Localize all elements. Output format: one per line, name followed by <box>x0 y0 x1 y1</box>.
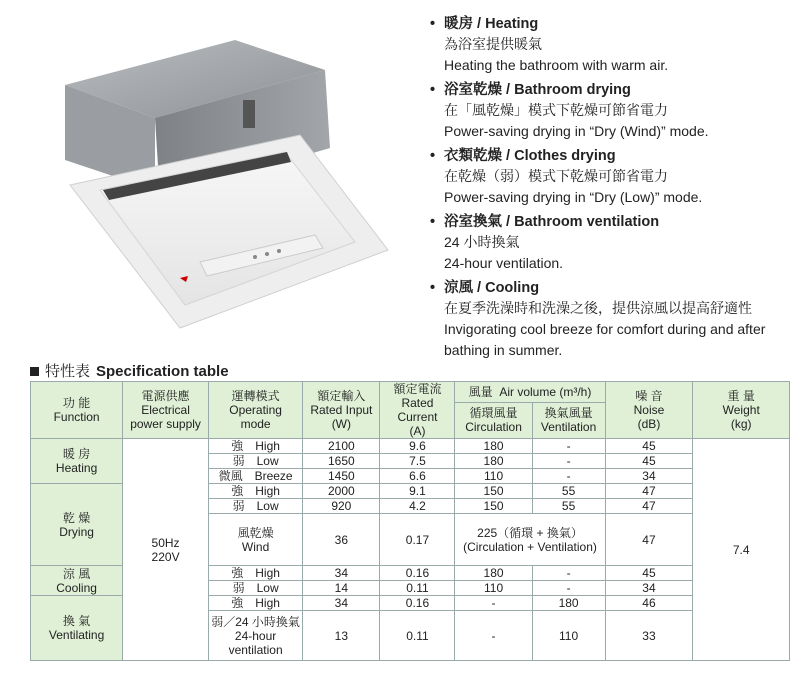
mode-cell: 弱 Low <box>208 454 302 469</box>
mode-cell: 弱／24 小時換氣 24-hour ventilation <box>208 611 302 661</box>
noise-cell: 34 <box>605 581 693 596</box>
circulation-cell: 180 <box>455 454 532 469</box>
circulation-cell: 180 <box>455 566 532 581</box>
header-ventilation: 換氣風量 Ventilation <box>532 402 605 438</box>
feature-title-zh: 浴室換氣 <box>444 214 502 230</box>
input-cell: 34 <box>303 596 380 611</box>
ventilation-cell: - <box>532 469 605 484</box>
spec-heading-zh: 特性表 <box>45 363 91 380</box>
noise-cell: 47 <box>605 484 693 499</box>
mode-cell: 風乾燥 Wind <box>208 514 302 566</box>
ventilation-cell: 180 <box>532 596 605 611</box>
function-cooling: 涼 風 Cooling <box>31 566 123 596</box>
header-air-volume: 風量 Air volume (m³/h) <box>455 382 605 403</box>
input-cell: 1650 <box>303 454 380 469</box>
weight-cell: 7.4 <box>693 439 790 661</box>
feature-title-en: Heating <box>485 16 539 32</box>
function-ventilating: 換 氣 Ventilating <box>31 596 123 661</box>
function-drying: 乾 燥 Drying <box>31 484 123 566</box>
current-cell: 6.6 <box>380 469 455 484</box>
input-cell: 13 <box>303 611 380 661</box>
feature-item: • 衣類乾燥 / Clothes drying 在乾燥（弱）模式下乾燥可節省電力 Power-saving drying in “Dry (Low)” mode. <box>430 146 790 208</box>
circulation-cell: 180 <box>455 439 532 454</box>
feature-desc-zh: 在乾燥（弱）模式下乾燥可節省電力 <box>444 168 668 184</box>
ventilation-cell: 110 <box>532 611 605 661</box>
ventilation-cell: - <box>532 581 605 596</box>
circulation-cell: - <box>455 611 532 661</box>
feature-desc-en: Power-saving drying in “Dry (Low)” mode. <box>444 189 703 205</box>
product-image <box>55 30 390 330</box>
mode-cell: 強 High <box>208 484 302 499</box>
feature-title-zh: 衣類乾燥 <box>444 148 502 164</box>
header-mode: 運轉模式 Operating mode <box>208 382 302 439</box>
feature-item: • 涼風 / Cooling 在夏季洗澡時和洗澡之後，提供涼風以提高舒適性 Invigorating cool breeze for comfort during and after bathing in summer. <box>430 278 790 361</box>
feature-desc-en: 24-hour ventilation. <box>444 255 564 271</box>
feature-item: • 浴室換氣 / Bathroom ventilation 24 小時換氣 24-hour ventilation. <box>430 212 790 274</box>
circulation-cell: - <box>455 596 532 611</box>
ventilation-cell: - <box>532 566 605 581</box>
feature-item: • 暖房 / Heating 為浴室提供暖氣 Heating the bathroom with warm air. <box>430 14 790 76</box>
feature-title-zh: 涼風 <box>444 280 473 296</box>
noise-cell: 47 <box>605 499 693 514</box>
current-cell: 0.17 <box>380 514 455 566</box>
current-cell: 9.1 <box>380 484 455 499</box>
feature-desc-zh: 24 小時換氣 <box>444 234 520 250</box>
feature-title-zh: 浴室乾燥 <box>444 82 502 98</box>
current-cell: 9.6 <box>380 439 455 454</box>
current-cell: 0.11 <box>380 611 455 661</box>
noise-cell: 46 <box>605 596 693 611</box>
function-heating: 暖 房 Heating <box>31 439 123 484</box>
mode-cell: 弱 Low <box>208 581 302 596</box>
current-cell: 0.16 <box>380 566 455 581</box>
circulation-cell: 150 <box>455 484 532 499</box>
mode-cell: 強 High <box>208 596 302 611</box>
noise-cell: 45 <box>605 439 693 454</box>
ventilation-cell: 55 <box>532 484 605 499</box>
current-cell: 0.11 <box>380 581 455 596</box>
feature-desc-zh: 為浴室提供暖氣 <box>444 36 542 52</box>
noise-cell: 34 <box>605 469 693 484</box>
feature-title-en: Bathroom drying <box>514 82 631 98</box>
input-cell: 34 <box>303 566 380 581</box>
table-row <box>31 439 790 454</box>
header-power: 電源供應 Electrical power supply <box>123 382 209 439</box>
feature-desc-en: Invigorating cool breeze for comfort during and after bathing in summer. <box>444 321 766 358</box>
header-weight: 重 量 Weight (kg) <box>693 382 790 439</box>
feature-desc-zh: 在「風乾燥」模式下乾燥可節省電力 <box>444 102 668 118</box>
input-cell: 920 <box>303 499 380 514</box>
noise-cell: 45 <box>605 566 693 581</box>
header-input: 額定輸入 Rated Input (W) <box>303 382 380 439</box>
noise-cell: 33 <box>605 611 693 661</box>
air-volume-merged-cell: 225（循環 + 換氣） (Circulation + Ventilation) <box>455 514 605 566</box>
feature-desc-zh: 在夏季洗澡時和洗澡之後，提供涼風以提高舒適性 <box>444 300 752 316</box>
input-cell: 36 <box>303 514 380 566</box>
header-noise: 噪 音 Noise (dB) <box>605 382 693 439</box>
ventilation-cell: 55 <box>532 499 605 514</box>
feature-desc-en: Power-saving drying in “Dry (Wind)” mode. <box>444 123 709 139</box>
spec-heading-en: Specification table <box>96 363 229 380</box>
circulation-cell: 110 <box>455 581 532 596</box>
header-circulation: 循環風量 Circulation <box>455 402 532 438</box>
feature-item: • 浴室乾燥 / Bathroom drying 在「風乾燥」模式下乾燥可節省電力 Power-saving drying in “Dry (Wind)” mode. <box>430 80 790 142</box>
noise-cell: 45 <box>605 454 693 469</box>
feature-desc-en: Heating the bathroom with warm air. <box>444 57 669 73</box>
input-cell: 2000 <box>303 484 380 499</box>
power-supply: 50Hz 220V <box>123 439 209 661</box>
mode-cell: 強 High <box>208 566 302 581</box>
current-cell: 0.16 <box>380 596 455 611</box>
ventilation-cell: - <box>532 439 605 454</box>
noise-cell: 47 <box>605 514 693 566</box>
mode-cell: 弱 Low <box>208 499 302 514</box>
current-cell: 4.2 <box>380 499 455 514</box>
input-cell: 1450 <box>303 469 380 484</box>
header-function: 功 能 Function <box>31 382 123 439</box>
feature-title-en: Clothes drying <box>514 148 616 164</box>
table-header-row <box>31 382 790 403</box>
input-cell: 14 <box>303 581 380 596</box>
feature-title-en: Cooling <box>485 280 540 296</box>
mode-cell: 強 High <box>208 439 302 454</box>
input-cell: 2100 <box>303 439 380 454</box>
feature-title-zh: 暖房 <box>444 16 473 32</box>
ventilation-cell: - <box>532 454 605 469</box>
mode-cell: 微風 Breeze <box>208 469 302 484</box>
spec-heading <box>30 360 229 381</box>
circulation-cell: 150 <box>455 499 532 514</box>
feature-title-en: Bathroom ventilation <box>514 214 660 230</box>
current-cell: 7.5 <box>380 454 455 469</box>
square-bullet-icon <box>30 367 39 376</box>
spec-table <box>30 381 790 661</box>
header-current: 額定電流 Rated Current (A) <box>380 382 455 439</box>
circulation-cell: 110 <box>455 469 532 484</box>
feature-list <box>430 14 790 365</box>
